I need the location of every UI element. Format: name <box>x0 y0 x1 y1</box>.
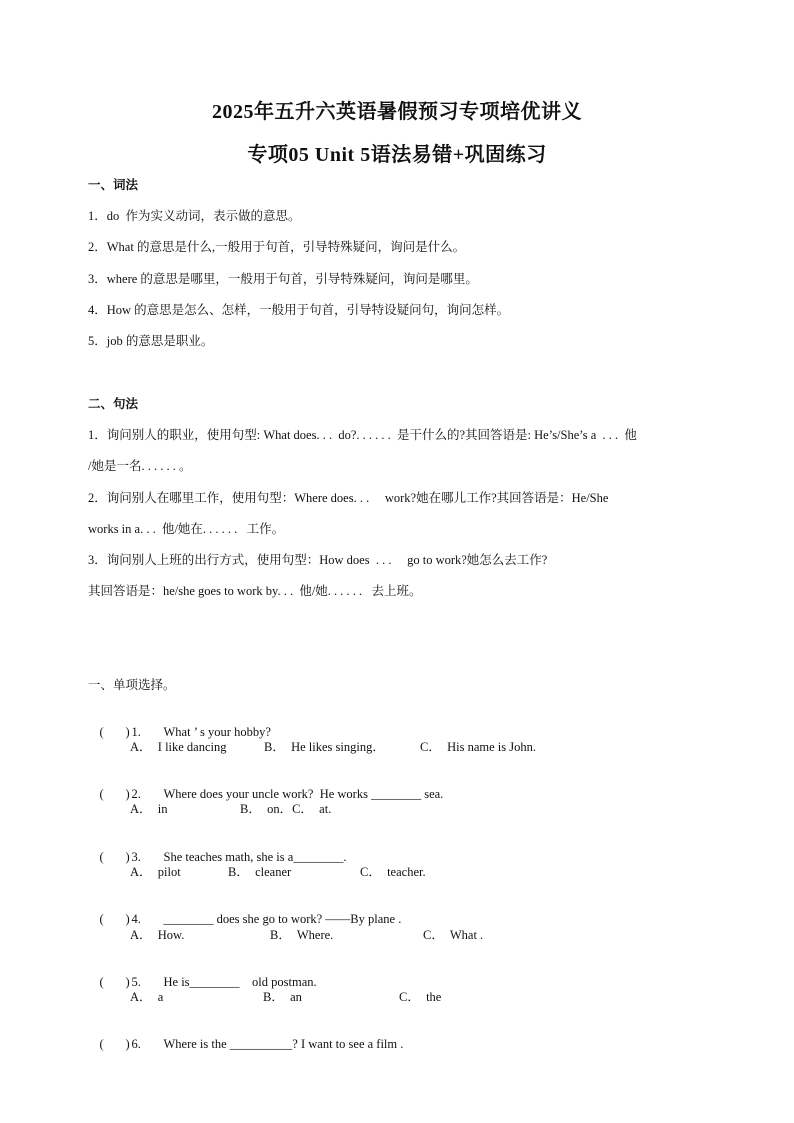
question-text-tail: sea. <box>421 787 444 801</box>
question-number: 5. <box>131 975 141 989</box>
option-a: A． I like dancing <box>130 740 227 754</box>
answer-paren[interactable]: ( ) <box>99 1037 130 1051</box>
question-text: She teaches math, she is a <box>163 850 294 864</box>
syntax-line: 其回答语是：he/she goes to work by. . . 他/她. . . . . . 去上班。 <box>88 584 422 598</box>
answer-paren[interactable]: ( ) <box>99 912 130 926</box>
answer-paren[interactable]: ( ) <box>99 787 130 801</box>
answer-blank[interactable]: ________ <box>293 850 344 864</box>
lexis-item: 5．job 的意思是职业。 <box>88 334 214 348</box>
options-row <box>130 989 690 1005</box>
question-number: 6. <box>131 1037 141 1051</box>
question-text-tail: old postman. <box>239 975 317 989</box>
syntax-line: /她是一名. . . . . . 。 <box>88 459 192 473</box>
syntax-line: 3．询问别人上班的出行方式，使用句型：How does . . . go to work?她怎么去工作? <box>88 553 548 567</box>
question-text: He is <box>163 975 190 989</box>
question-text: What ’ s your hobby? <box>163 725 271 739</box>
option-c: C． the <box>399 990 442 1004</box>
lexis-item: 1．do 作为实义动词，表示做的意思。 <box>88 209 301 223</box>
option-b: B． cleaner <box>228 865 292 879</box>
exercise-heading: 一、单项选择。 <box>88 678 176 692</box>
options-row <box>130 864 690 880</box>
option-c: C． What . <box>423 928 484 942</box>
options-row <box>130 739 690 755</box>
question-row <box>87 1020 403 1068</box>
option-b: B． Where. <box>270 928 334 942</box>
question-number: 4. <box>131 912 141 926</box>
option-c: C． His name is John. <box>420 740 536 754</box>
option-c: C． teacher. <box>360 865 426 879</box>
option-b-c: B． on．C． at. <box>240 802 332 816</box>
answer-paren[interactable]: ( ) <box>99 725 130 739</box>
syntax-line: 1．询问别人的职业，使用句型: What does. . . do?. . . . . . 是干什么的?其回答语是: He’s/She’s a . . . 他 <box>88 428 637 442</box>
syntax-line: 2．询问别人在哪里工作，使用句型：Where does. . . work?她在哪儿工作?其回答语是：He/She <box>88 491 609 505</box>
option-a: A． in <box>130 802 168 816</box>
answer-blank[interactable]: ________ <box>189 975 240 989</box>
question-number: 3. <box>131 850 141 864</box>
question-text-tail: ? I want to see a film . <box>292 1037 404 1051</box>
option-a: A． pilot <box>130 865 181 879</box>
options-row <box>130 801 690 817</box>
option-a: A． a <box>130 990 164 1004</box>
question-text-tail: does she go to work? ——By plane . <box>213 912 402 926</box>
answer-blank[interactable]: __________ <box>229 1037 293 1051</box>
option-b: B． He likes singing． <box>264 740 385 754</box>
answer-paren[interactable]: ( ) <box>99 975 130 989</box>
answer-paren[interactable]: ( ) <box>99 850 130 864</box>
section-heading-syntax: 二、句法 <box>88 397 139 411</box>
question-number: 1. <box>131 725 141 739</box>
option-a: A． How. <box>130 928 185 942</box>
document-title: 2025年五升六英语暑假预习专项培优讲义 <box>212 101 582 123</box>
options-row <box>130 927 690 943</box>
question-text-tail: . <box>343 850 347 864</box>
option-b: B． an <box>263 990 302 1004</box>
answer-blank[interactable]: ________ <box>371 787 422 801</box>
lexis-item: 3．where 的意思是哪里，一般用于句首，引导特殊疑问，询问是哪里。 <box>88 272 478 286</box>
document-subtitle: 专项05 Unit 5语法易错+巩固练习 <box>247 144 547 166</box>
question-text: Where does your uncle work? He works <box>163 787 372 801</box>
section-heading-lexis: 一、词法 <box>88 178 139 192</box>
lexis-item: 2．What 的意思是什么,一般用于句首，引导特殊疑问，询问是什么。 <box>88 240 466 254</box>
question-text: Where is the <box>163 1037 230 1051</box>
lexis-item: 4．How 的意思是怎么、怎样，一般用于句首，引导特设疑问句，询问怎样。 <box>88 303 510 317</box>
answer-blank[interactable]: ________ <box>163 912 214 926</box>
question-number: 2. <box>131 787 141 801</box>
syntax-line: works in a. . . 他/她在. . . . . . 工作。 <box>88 522 285 536</box>
